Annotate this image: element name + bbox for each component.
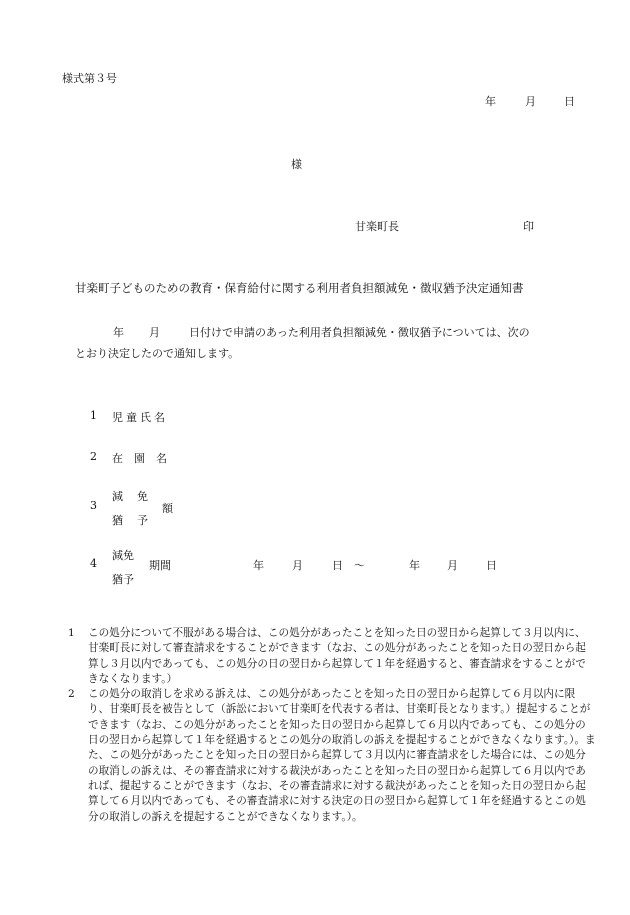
item-number: 3 bbox=[90, 499, 97, 512]
period-to-month: 月 bbox=[447, 559, 458, 572]
item-label-part: 免 bbox=[137, 490, 148, 503]
item-label-part: 猶 bbox=[112, 514, 123, 527]
addressee-suffix: 様 bbox=[291, 158, 302, 171]
intro-month: 月 bbox=[149, 326, 160, 339]
item-label-part: 予 bbox=[137, 514, 148, 527]
date-day: 日 bbox=[564, 95, 575, 108]
intro-line1: 日付けで申請のあった利用者負担額減免・徴収猶予については、次の bbox=[189, 326, 530, 339]
intro-line2: とおり決定したので通知します。 bbox=[75, 347, 240, 360]
item-label-part: 猶予 bbox=[112, 573, 134, 586]
period-from-day: 日 bbox=[332, 559, 343, 572]
note-text: この処分の取消しを求める訴えは、この処分があったことを知った日の翌日から起算して６月以内に限り、甘楽町長を被告として（訴訟において甘楽町を代表する者は、甘楽町長となります。）提起することができます（なお、この処分があったことを知った日の翌日から起算して６月以内であっても、この処分の日の翌日から起算して１年を経過するとこの処分の取消しの訴えを提起することができなくなります。）。また、この処分があったことを知った日の翌日から起算して３月以内に審査請求をした場合には、この処分の取消しの訴えは、その審査請求に対する裁決があったことを知った日の翌日から起算して６月以内であれば、提起することができます（なお、その審査請求に対する裁決があったことを知った日の翌日から起算して６月以内であっても、その審査請求に対する決定の日の翌日から起算して１年を経過するとこの処分の取消しの訴えを提起することができなくなります。）。 bbox=[88, 688, 596, 823]
form-number: 様式第３号 bbox=[62, 72, 117, 85]
notes-section bbox=[68, 626, 596, 825]
period-from-month: 月 bbox=[292, 559, 303, 572]
period-tilde: ～ bbox=[354, 559, 365, 572]
note-item bbox=[68, 626, 596, 687]
note-item bbox=[68, 687, 596, 825]
item-label-part: 在 bbox=[112, 452, 123, 465]
period-to-day: 日 bbox=[486, 559, 497, 572]
seal-mark: 印 bbox=[523, 220, 534, 233]
note-text: この処分について不服がある場合は、この処分があったことを知った日の翌日から起算して３月以内に、甘楽町長に対して審査請求をすることができます（なお、この処分があったことを知った日の翌日から起算し３月以内であっても、この処分の日の翌日から起算して１年を経過すると、審査請求をすることができなくなります。） bbox=[88, 627, 586, 685]
note-number: 2 bbox=[68, 688, 75, 701]
date-year: 年 bbox=[485, 95, 496, 108]
issuer-name: 甘楽町長 bbox=[355, 220, 399, 233]
period-to-year: 年 bbox=[409, 559, 420, 572]
item-label-part: 名 bbox=[156, 452, 167, 465]
item-number: 1 bbox=[90, 409, 97, 422]
date-month: 月 bbox=[525, 95, 536, 108]
document-title: 甘楽町子どものための教育・保育給付に関する利用者負担額減免・徴収猶予決定通知書 bbox=[75, 281, 524, 295]
item-label-part: 減 bbox=[112, 490, 123, 503]
item-label: 児童氏名 bbox=[112, 411, 168, 424]
period-from-year: 年 bbox=[253, 559, 264, 572]
item-label-suffix: 額 bbox=[162, 502, 173, 515]
item-number: 4 bbox=[90, 557, 97, 570]
item-label-part: 減免 bbox=[112, 549, 134, 562]
item-label-part: 園 bbox=[134, 452, 145, 465]
item-number: 2 bbox=[90, 450, 97, 463]
note-number: 1 bbox=[68, 627, 75, 639]
item-label-suffix: 期間 bbox=[149, 559, 171, 572]
intro-year: 年 bbox=[113, 326, 124, 339]
